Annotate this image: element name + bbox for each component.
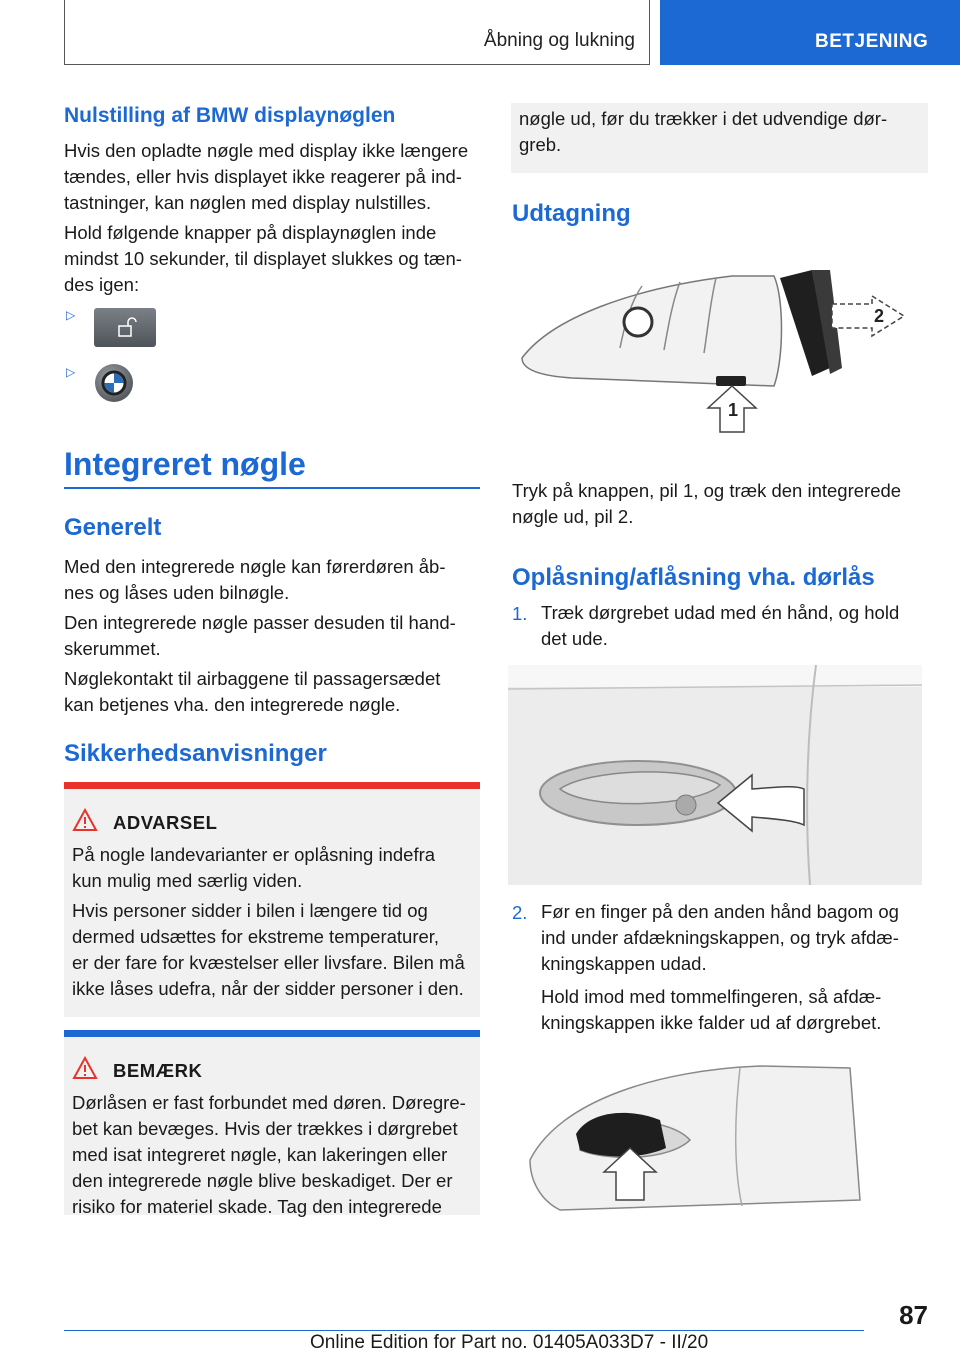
general-heading: Generelt	[64, 514, 162, 541]
notice-bar	[64, 1030, 480, 1037]
notice-title: BEMÆRK	[113, 1060, 203, 1081]
door-lock-heading: Oplåsning/aflåsning vha. dørlås	[512, 564, 875, 591]
removal-heading: Udtagning	[512, 200, 631, 227]
section-title: Åbning og lukning	[483, 30, 635, 51]
key-removal-illustration	[512, 258, 912, 438]
step-2-number: 2.	[512, 902, 528, 923]
header-section-box	[64, 0, 650, 65]
unlock-button-icon	[94, 308, 156, 347]
step-1-text: Træk dørgrebet udad med én hånd, og hold det ude.	[541, 602, 900, 649]
general-paragraph-1: Med den integrerede nøgle kan førerdøren åb- nes og låses uden bilnøgle.	[64, 556, 446, 603]
section-heading-integrated-key: Integreret nøgle	[64, 446, 306, 482]
general-paragraph-3: Nøglekontakt til airbaggene til passagersædet kan betjenes vha. den integrerede nøgle.	[64, 668, 441, 715]
door-handle-photo	[508, 665, 922, 885]
step-1-number: 1.	[512, 603, 528, 624]
reset-paragraph-1: Hvis den opladte nøgle med display ikke længere tændes, eller hvis displayet ikke reagerer på ind- tastninger, kan nøglen med display nulstilles.	[64, 140, 469, 213]
general-paragraph-2: Den integrerede nøgle passer desuden til hand- skerummet.	[64, 612, 456, 659]
warning-paragraph-1: På nogle landevarianter er oplåsning indefra kun mulig med særlig viden.	[72, 844, 436, 891]
notice-triangle-icon	[72, 1056, 98, 1080]
chapter-tab-label: BETJENING	[815, 31, 929, 52]
warning-triangle-icon	[72, 808, 98, 832]
footer-rule	[64, 1330, 864, 1331]
bmw-logo-button-icon	[95, 364, 133, 402]
bullet-icon: ▷	[66, 365, 76, 379]
reset-heading: Nulstilling af BMW displaynøglen	[64, 104, 396, 127]
warning-bar	[64, 782, 480, 789]
notice-paragraph: Dørlåsen er fast forbundet med døren. Døregre- bet kan bevæges. Hvis der trækkes i dørgrebet med isat integreret nøgle, kan lakeringen eller den integrerede nøgle blive beskadiget. Der er risiko for materiel skade. Tag den integrerede	[72, 1092, 466, 1217]
heading-rule	[64, 487, 480, 489]
step-2-text-b: Hold imod med tommelfingeren, så afdæ- kningskappen ikke falder ud af dørgrebet.	[541, 986, 882, 1033]
notice-continued-text: nøgle ud, før du trækker i det udvendige dør- greb.	[519, 108, 888, 155]
safety-heading: Sikkerhedsanvisninger	[64, 740, 327, 767]
warning-paragraph-2: Hvis personer sidder i bilen i længere tid og dermed udsættes for ekstreme temperaturer, er der fare for kvæstelser eller livsfare. Bilen må ikke låses udefra, når der sidder personer i den.	[72, 900, 465, 999]
warning-title: ADVARSEL	[113, 812, 218, 833]
lock-cap-illustration	[520, 1050, 920, 1230]
page-number: 87	[899, 1300, 928, 1330]
bullet-icon: ▷	[66, 308, 76, 322]
step-2-text: Før en finger på den anden hånd bagom og ind under afdækningskappen, og tryk afdæ- kningskappen udad.	[541, 901, 899, 974]
chapter-tab	[660, 0, 960, 65]
footer-edition: Online Edition for Part no. 01405A033D7 - II/20	[310, 1332, 709, 1353]
removal-text: Tryk på knappen, pil 1, og træk den integrerede nøgle ud, pil 2.	[512, 480, 902, 527]
arrow-2-label: 2	[874, 306, 885, 326]
arrow-1-label: 1	[728, 400, 739, 420]
reset-paragraph-2: Hold følgende knapper på displaynøglen inde mindst 10 sekunder, til displayet slukkes og tæn- des igen:	[64, 222, 462, 295]
